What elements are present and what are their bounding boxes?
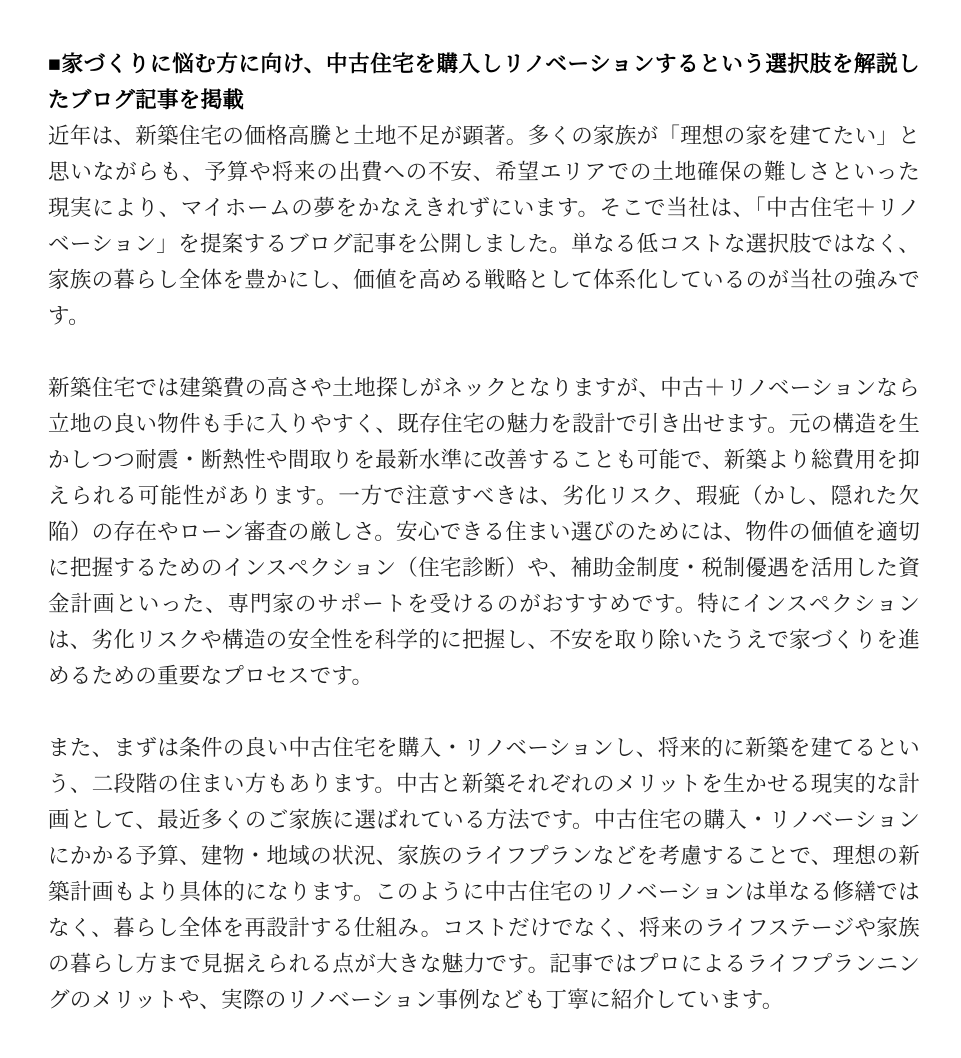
article-paragraph-2: 新築住宅では建築費の高さや土地探しがネックとなりますが、中古＋リノベーションなら立地の良い物件も手に入りやすく、既存住宅の魅力を設計で引き出せます。元の構造を生かしつつ耐震・断熱性や間取りを最新水準に改善することも可能で、新築より総費用を抑えられる可能性があります。一方で注意すべきは、劣化リスク、瑕疵（かし、隠れた欠陥）の存在やローン審査の厳しさ。安心できる住まい選びのためには、物件の価値を適切に把握するためのインスペクション（住宅診断）や、補助金制度・税制優遇を活用した資金計画といった、専門家のサポートを受けるのがおすすめです。特にインスペクションは、劣化リスクや構造の安全性を科学的に把握し、不安を取り除いたうえで家づくりを進めるための重要なプロセスです。 [48, 376, 920, 688]
article-body [48, 46, 920, 1018]
article-heading: ■家づくりに悩む方に向け、中古住宅を購入しリノベーションするという選択肢を解説したブログ記事を掲載 [48, 52, 920, 112]
article-paragraph-3: また、まずは条件の良い中古住宅を購入・リノベーションし、将来的に新築を建てるという、二段階の住まい方もあります。中古と新築それぞれのメリットを生かせる現実的な計画として、最近多くのご家族に選ばれている方法です。中古住宅の購入・リノベーションにかかる予算、建物・地域の状況、家族のライフプランなどを考慮することで、理想の新築計画もより具体的になります。このように中古住宅のリノベーションは単なる修繕ではなく、暮らし全体を再設計する仕組み。コストだけでなく、将来のライフステージや家族の暮らし方まで見据えられる点が大きな魅力です。記事ではプロによるライフプランニングのメリットや、実際のリノベーション事例なども丁寧に紹介しています。 [48, 736, 920, 1012]
article-paragraph-1: 近年は、新築住宅の価格高騰と土地不足が顕著。多くの家族が「理想の家を建てたい」と思いながらも、予算や将来の出費への不安、希望エリアでの土地確保の難しさといった現実により、マイホームの夢をかなえきれずにいます。そこで当社は、「中古住宅＋リノベーション」を提案するブログ記事を公開しました。単なる低コストな選択肢ではなく、家族の暮らし全体を豊かにし、価値を高める戦略として体系化しているのが当社の強みです。 [48, 124, 921, 328]
